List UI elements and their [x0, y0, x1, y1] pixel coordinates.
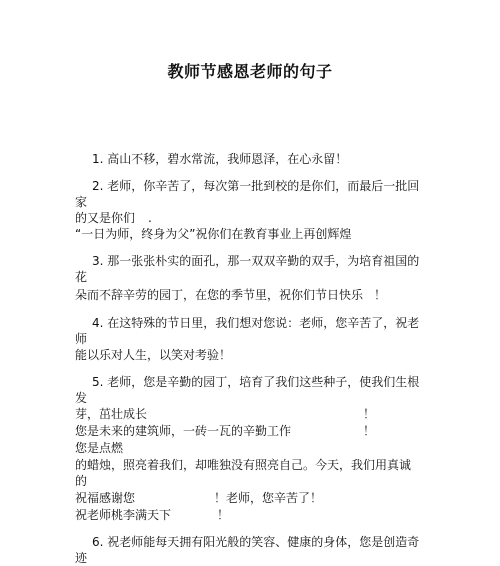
paragraph-6-line: 6. 祝老师能每天拥有阳光般的笑容、健康的身体，您是创造奇	[92, 535, 420, 549]
paragraph-5-line: 您是点燃	[75, 441, 124, 455]
exclamation-mark: ！	[363, 424, 376, 438]
paragraph-1-line: 1. 高山不移，碧水常流，我师恩泽，在心永留！	[92, 152, 348, 166]
paragraph-2-line: 的又是你们	[75, 211, 136, 225]
paragraph-5-line: 祝老师桃李满天下	[75, 508, 172, 522]
paragraph-5-line: 的	[75, 474, 88, 488]
exclamation-mark: ！	[374, 288, 387, 302]
page-title: 教师节感恩老师的句子	[167, 62, 333, 81]
paragraph-5-line: ！老师，您辛苦了！	[214, 491, 323, 505]
paragraph-5-line: 5. 老师，您是辛勤的园丁，培育了我们这些种子，使我们生根	[92, 375, 420, 389]
exclamation-mark: ！	[363, 407, 376, 421]
paragraph-5-line: 的蜡烛，照亮着我们，却唯独没有照亮自己。今天，我们用真诚	[75, 458, 412, 472]
paragraph-4-line: 师	[75, 332, 88, 346]
paragraph-5-line: 您是未来的建筑师，一砖一瓦的辛勤工作	[75, 424, 292, 438]
exclamation-mark: ！	[217, 508, 230, 522]
paragraph-3-line: 3. 那一张张朴实的面孔，那一双双辛勤的双手，为培育祖国的	[92, 254, 420, 268]
paragraph-4-line: 4. 在这特殊的节日里，我们想对您说：老师，您辛苦了，祝老	[92, 316, 420, 330]
paragraph-2-line: “一日为师，终身为父”祝你们在教育事业上再创辉煌	[75, 227, 352, 241]
paragraph-2-line: 家	[75, 195, 88, 209]
paragraph-6-line: 迹	[75, 551, 88, 565]
stray-dot-mark: .	[148, 211, 152, 225]
paragraph-3-line: 朵而不辞辛劳的园丁，在您的季节里，祝你们节日快乐	[75, 288, 364, 302]
paragraph-5-line: 发	[75, 391, 88, 405]
paragraph-5-line: 芽，茁壮成长	[75, 407, 148, 421]
paragraph-3-line: 花	[75, 270, 88, 284]
paragraph-2-line: 2. 老师，你辛苦了，每次第一批到校的是你们，而最后一批回	[92, 179, 420, 193]
paragraph-4-line: 能以乐对人生，以笑对考验！	[75, 348, 232, 362]
paragraph-5-line: 祝福感谢您	[75, 491, 136, 505]
